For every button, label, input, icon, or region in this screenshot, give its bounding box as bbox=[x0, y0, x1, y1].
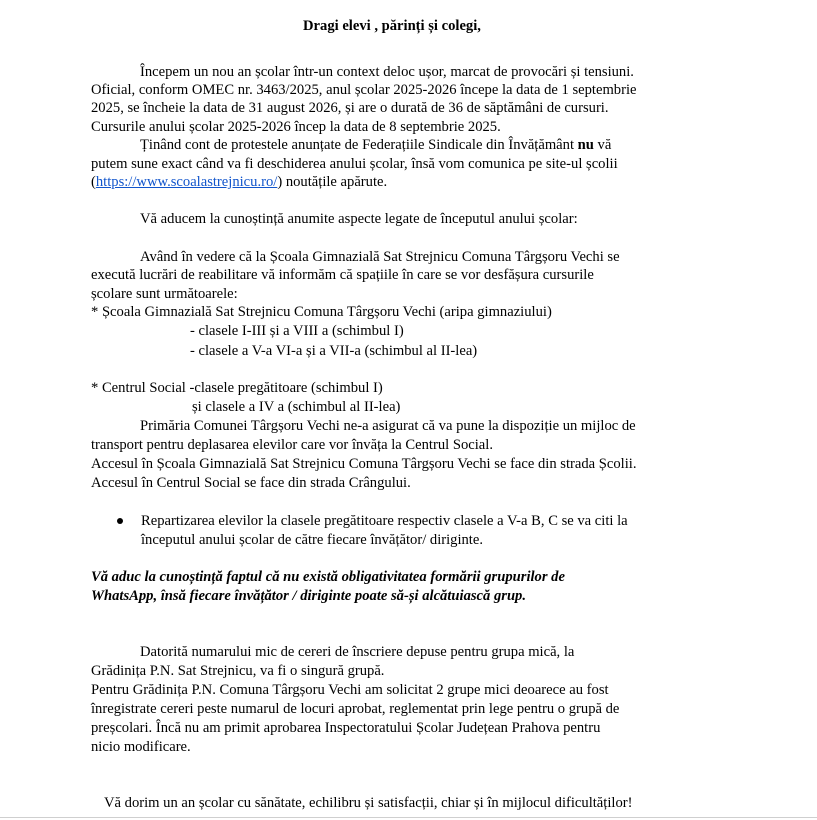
access-social-center: Accesul în Centrul Social se face din strada Crângului. bbox=[91, 475, 411, 491]
location-2-item-1: și clasele a IV a (schimbul al II-lea) bbox=[192, 399, 401, 415]
emphasis-nu: nu bbox=[577, 137, 594, 153]
transport-line-1: Primăria Comunei Târgșoru Vechi ne-a asigurat că va pune la dispoziție un mijloc de bbox=[140, 418, 636, 434]
page-bottom-divider bbox=[0, 817, 817, 818]
intro-line-1: Începem un nou an școlar într-un context deloc ușor, marcat de provocări și tensiuni. bbox=[140, 64, 634, 80]
intro-line-2: Oficial, conform OMEC nr. 3463/2025, anul școlar 2025-2026 începe la data de 1 septembrie bbox=[91, 82, 637, 98]
whatsapp-notice-line-2: WhatsApp, însă fiecare învățător / diriginte poate să-și alcătuiască grup. bbox=[91, 588, 527, 604]
intro-line-6: putem sune exact când va fi deschiderea anului școlar, însă vom comunica pe site-ul școlii bbox=[91, 156, 618, 172]
intro-line-3: 2025, se încheie la data de 31 august 2026, și are o durată de 36 de săptămâni de cursuri. bbox=[91, 100, 609, 116]
kindergarten-line-5: preșcolari. Încă nu am primit aprobarea Inspectoratului Școlar Județean Prahova pentru bbox=[91, 720, 601, 736]
location-1-item-2: - clasele a V-a VI-a și a VII-a (schimbul al II-lea) bbox=[190, 343, 478, 359]
intro-line-4: Cursurile anului școlar 2025-2026 încep la data de 8 septembrie 2025. bbox=[91, 119, 501, 135]
location-1-item-1: - clasele I-III și a VIII a (schimbul I) bbox=[190, 323, 404, 339]
intro-line-7: (https://www.scoalastrejnicu.ro/) noutățile apărute. bbox=[91, 174, 388, 190]
rehab-line-1: Având în vedere că la Școala Gimnazială Sat Strejnicu Comuna Târgșoru Vechi se bbox=[140, 249, 620, 265]
kindergarten-line-4: înregistrate cereri peste numarul de locuri aprobat, reglementat prin lege pentru o grupă de bbox=[91, 701, 620, 717]
intro-line-5: Ținând cont de protestele anunțate de Federațiile Sindicale din Învățământ nu vă bbox=[140, 137, 612, 153]
page-title: Dragi elevi , părinți și colegi, bbox=[303, 18, 481, 34]
kindergarten-line-2: Grădinița P.N. Sat Strejnicu, va fi o singură grupă. bbox=[91, 663, 385, 679]
bullet-line-2: începutul anului școlar de către fiecare învățător/ diriginte. bbox=[141, 532, 483, 548]
transport-line-2: transport pentru deplasarea elevilor care vor învăța la Centrul Social. bbox=[91, 437, 493, 453]
school-website-link[interactable]: https://www.scoalastrejnicu.ro/ bbox=[95, 174, 278, 190]
access-school: Accesul în Școala Gimnazială Sat Strejnicu Comuna Târgșoru Vechi se face din strada Școlii. bbox=[91, 456, 637, 472]
kindergarten-line-3: Pentru Grădinița P.N. Comuna Târgșoru Vechi am solicitat 2 grupe mici deoarece au fost bbox=[91, 682, 609, 698]
rehab-line-3: școlare sunt următoarele: bbox=[91, 286, 238, 302]
closing-message: Vă dorim un an școlar cu sănătate, echilibru și satisfacții, chiar și în mijlocul dificultăților! bbox=[104, 795, 633, 811]
bullet-line-1: Repartizarea elevilor la clasele pregătitoare respectiv clasele a V-a B, C se va citi la bbox=[141, 513, 628, 529]
location-1-title: * Școala Gimnazială Sat Strejnicu Comuna Târgșoru Vechi (aripa gimnaziului) bbox=[91, 304, 552, 320]
whatsapp-notice-line-1: Vă aduc la cunoștință faptul că nu există obligativitatea formării grupurilor de bbox=[91, 569, 565, 585]
kindergarten-line-1: Datorită numarului mic de cereri de înscriere depuse pentru grupa mică, la bbox=[140, 644, 575, 660]
kindergarten-line-6: nicio modificare. bbox=[91, 739, 191, 755]
rehab-line-2: execută lucrări de reabilitare vă informăm că spațiile în care se vor desfășura cursurile bbox=[91, 267, 594, 283]
bullet-icon bbox=[117, 518, 123, 524]
aspects-intro: Vă aducem la cunoștință anumite aspecte legate de începutul anului școlar: bbox=[140, 211, 578, 227]
location-2-title: * Centrul Social -clasele pregătitoare (schimbul I) bbox=[91, 380, 383, 396]
